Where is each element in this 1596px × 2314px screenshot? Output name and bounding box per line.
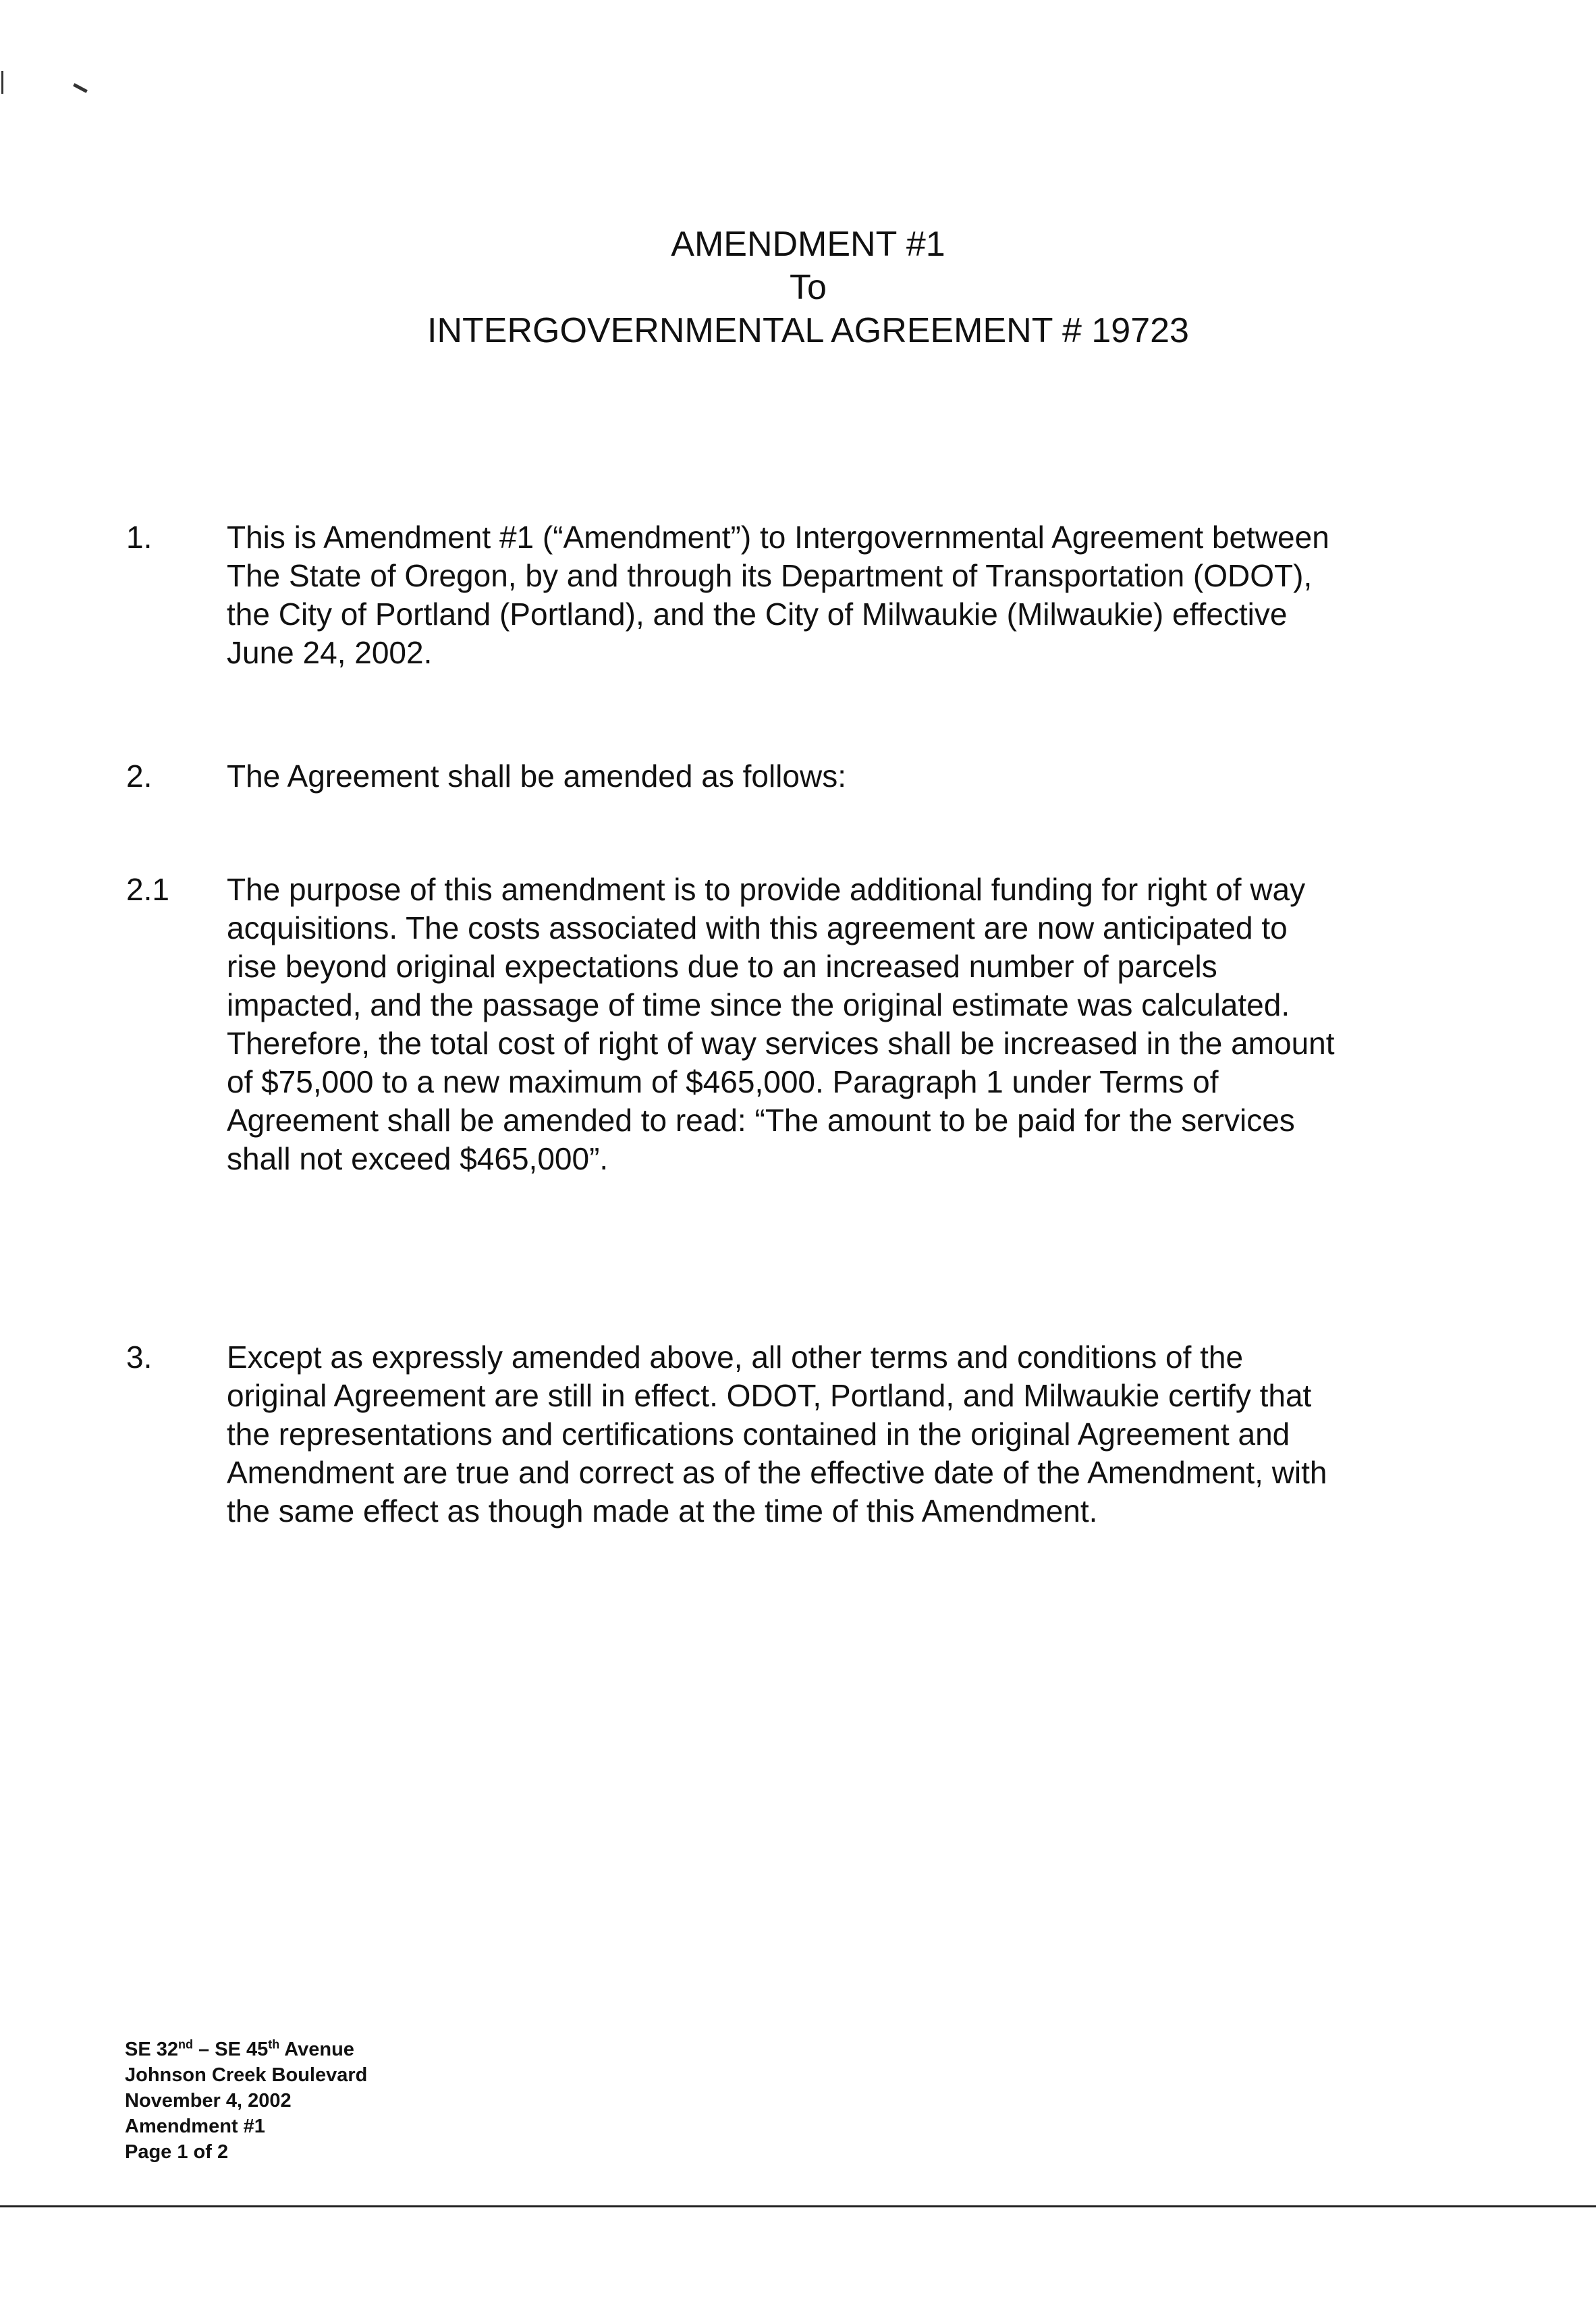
footer-amendment-line: Amendment #1: [125, 2116, 265, 2137]
clause-line: Agreement shall be amended to read: “The amount to be paid for the services: [227, 1103, 1295, 1138]
clause-line: the same effect as though made at the time of this Amendment.: [227, 1493, 1098, 1528]
clause-line: rise beyond original expectations due to an increased number of parcels: [227, 949, 1217, 984]
clause-line: The Agreement shall be amended as follows:: [227, 759, 846, 794]
clause-line: original Agreement are still in effect. ODOT, Portland, and Milwaukie certify that: [227, 1378, 1312, 1413]
clause-line: the representations and certifications contained in the original Agreement and: [227, 1416, 1290, 1452]
clause-line: Except as expressly amended above, all other terms and conditions of the: [227, 1340, 1244, 1375]
clause-line: the City of Portland (Portland), and the City of Milwaukie (Milwaukie) effective: [227, 597, 1288, 632]
clause-text: [227, 757, 1455, 796]
clause-line: Therefore, the total cost of right of way services shall be increased in the amount: [227, 1026, 1335, 1061]
clause-line: acquisitions. The costs associated with this agreement are now anticipated to: [227, 910, 1288, 945]
page-footer: [125, 2037, 367, 2165]
footer-page-number: Page 1 of 2: [125, 2141, 229, 2163]
footer-superscript: th: [268, 2037, 280, 2051]
scan-mark: [1, 71, 3, 94]
clause-line: impacted, and the passage of time since the original estimate was calculated.: [227, 987, 1290, 1022]
footer-superscript: nd: [178, 2037, 193, 2051]
title-line-agreement: INTERGOVERNMENTAL AGREEMENT # 19723: [427, 311, 1189, 350]
clause-text: [227, 1338, 1455, 1531]
clause-number: 3.: [126, 1340, 153, 1375]
clause-line: This is Amendment #1 (“Amendment”) to Intergovernmental Agreement between: [227, 520, 1329, 555]
clause-line: Amendment are true and correct as of the effective date of the Amendment, with: [227, 1455, 1327, 1490]
clause-number: 2.1: [126, 872, 169, 907]
clause-number: 1.: [126, 520, 153, 555]
clause-line: June 24, 2002.: [227, 635, 433, 670]
footer-text: Avenue: [279, 2039, 354, 2060]
title-line-amendment: AMENDMENT #1: [671, 225, 945, 264]
footer-date-line: November 4, 2002: [125, 2090, 292, 2112]
clause-line: of $75,000 to a new maximum of $465,000. Paragraph 1 under Terms of: [227, 1064, 1219, 1099]
footer-text: – SE 45: [193, 2039, 269, 2060]
footer-text: SE 32: [125, 2039, 178, 2060]
footer-project-line: [125, 2037, 367, 2062]
footer-divider: [0, 2205, 1596, 2207]
document-title: [0, 223, 1596, 352]
scan-mark: [73, 83, 88, 93]
clause-line: The State of Oregon, by and through its Department of Transportation (ODOT),: [227, 558, 1313, 593]
title-line-to: To: [790, 268, 827, 307]
clause-number: 2.: [126, 759, 153, 794]
footer-road-line: Johnson Creek Boulevard: [125, 2064, 368, 2086]
clause-line: shall not exceed $465,000”.: [227, 1141, 609, 1176]
clause-text: [227, 871, 1455, 1178]
clause-line: The purpose of this amendment is to provide additional funding for right of way: [227, 872, 1306, 907]
clause-text: [227, 518, 1455, 672]
